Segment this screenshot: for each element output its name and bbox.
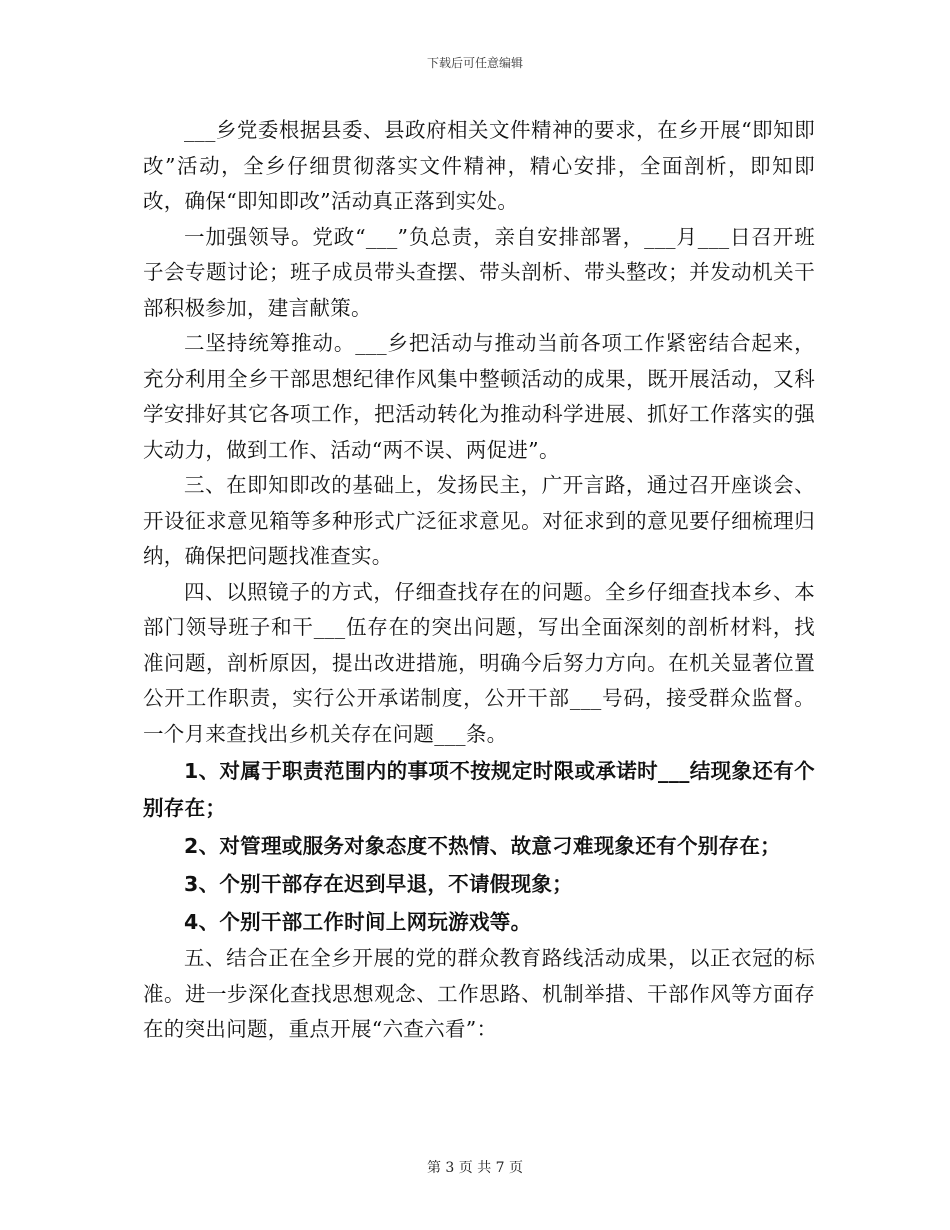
section-coordination: 二坚持统筹推动。___乡把活动与推动当前各项工作紧密结合起来，充分利用全乡干部思想纪律作风集中整顿活动的成果，既开展活动，又科学安排好其它各项工作，把活动转化为推动科学进展、抓好工作落实的强大动力，做到工作、活动“两不误、两促进”。	[143, 331, 815, 462]
problem-item-4: 4、个别干部工作时间上网玩游戏等。	[184, 910, 532, 934]
intro-paragraph: ___乡党委根据县委、县政府相关文件精神的要求，在乡开展“即知即改”活动，全乡仔细贯彻落实文件精神，精心安排，全面剖析，即知即改，确保“即知即改”活动真正落到实处。	[143, 118, 815, 213]
section-five: 五、结合正在全乡开展的党的群众教育路线活动成果，以正衣冠的标准。进一步深化查找思想观念、工作思路、机制举措、干部作风等方面存在的突出问题，重点开展“六查六看”：	[143, 946, 815, 1041]
page-header: 下载后可任意编辑	[426, 56, 523, 70]
problem-item-3: 3、个别干部存在迟到早退，不请假现象；	[184, 872, 573, 896]
section-leadership: 一加强领导。党政“___”负总责，亲自安排部署，___月___日召开班子会专题讨论；班子成员带头查摆、带头剖析、带头整改；并发动机关干部积极参加，建言献策。	[143, 224, 815, 320]
page-footer: 第 3 页 共 7 页	[426, 1160, 524, 1176]
document-body	[143, 113, 815, 1048]
section-democracy: 三、在即知即改的基础上，发扬民主，广开言路，通过召开座谈会、开设征求意见箱等多种形式广泛征求意见。对征求到的意见要仔细梳理归纳，确保把问题找准查实。	[143, 473, 815, 568]
section-mirror: 四、以照镜子的方式，仔细查找存在的问题。全乡仔细查找本乡、本部门领导班子和干___伍存在的突出问题，写出全面深刻的剖析材料，找准问题，剖析原因，提出改进措施，明确今后努力方向。在机关显著位置公开工作职责，实行公开承诺制度，公开干部___号码，接受群众监督。一个月来查找出乡机关存在问题___条。	[143, 579, 815, 746]
problem-item-2: 2、对管理或服务对象态度不热情、故意刁难现象还有个别存在；	[184, 834, 781, 858]
problem-item-1: 1、对属于职责范围内的事项不按规定时限或承诺时___结现象还有个别存在；	[143, 759, 815, 820]
